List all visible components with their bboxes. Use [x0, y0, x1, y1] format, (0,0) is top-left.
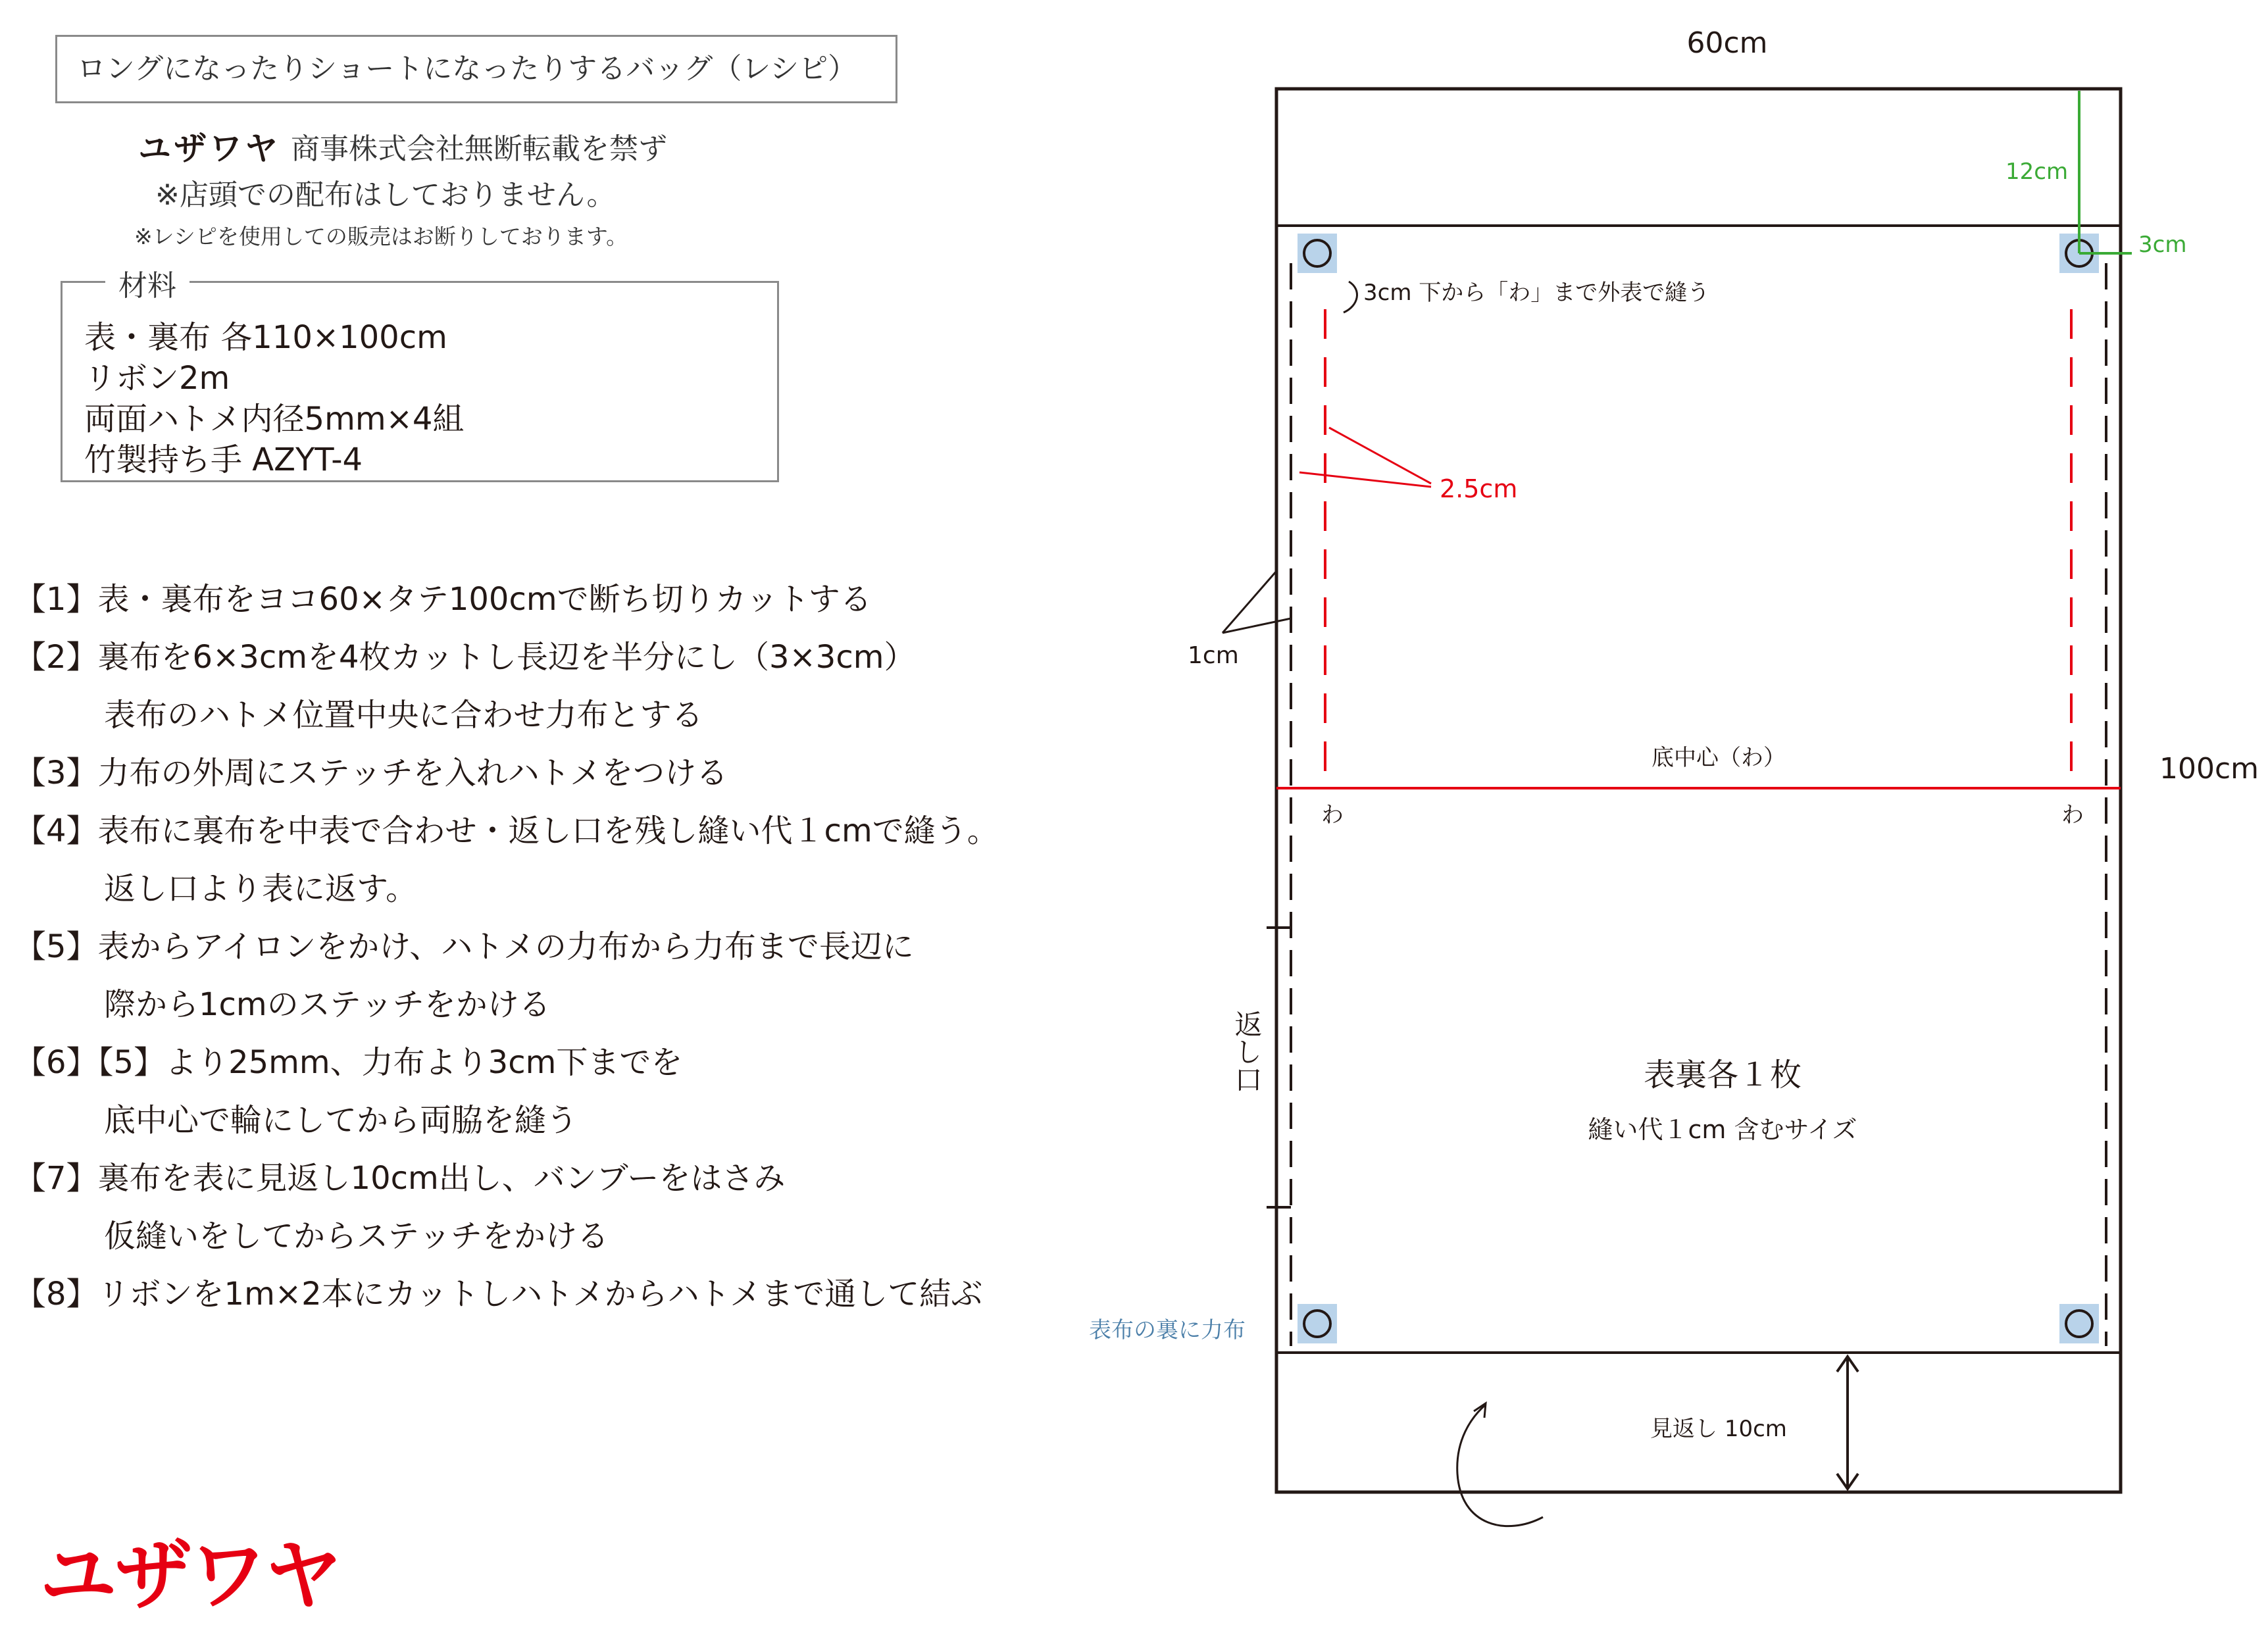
material-item: 竹製持ち手 AZYT-4	[84, 441, 363, 478]
sew-note: 3cm 下から「わ」まで外表で縫う	[1363, 280, 1710, 306]
height-label: 100cm	[2159, 752, 2259, 786]
step-1: 【1】表・裏布をヨコ60×タテ100cmで断ち切りカットする	[14, 581, 872, 618]
fold-mark-left: わ	[1321, 802, 1344, 828]
step-4-cont: 返し口より表に返す。	[104, 870, 418, 907]
fold-mark-right: わ	[2061, 802, 2084, 828]
step-8: 【8】リボンを1m×2本にカットしハトメからハトメまで通して結ぶ	[14, 1276, 983, 1312]
yuzawaya-logo: ユザワヤ	[39, 1530, 340, 1621]
allowance-label: 1cm	[1188, 642, 1239, 669]
leader-line	[1329, 428, 1431, 484]
step-7-cont: 仮縫いをしてからステッチをかける	[104, 1218, 609, 1255]
fold-arrow-icon	[1457, 1405, 1543, 1526]
brand-wordmark: ユザワヤ	[138, 130, 280, 168]
step-4: 【4】表布に裏布を中表で合わせ・返し口を残し縫い代１cmで縫う。	[14, 813, 999, 849]
side-3cm-label: 3cm	[2138, 232, 2187, 258]
main-sublabel: 縫い代１cm 含むサイズ	[1588, 1115, 1857, 1144]
materials-label: 材料	[105, 262, 189, 304]
material-item: リボン2m	[84, 360, 230, 397]
step-2: 【2】裏布を6×3cmを4枚カットし長辺を半分にし（3×3cm）	[14, 639, 916, 676]
step-2-cont: 表布のハトメ位置中央に合わせ力布とする	[104, 697, 703, 734]
step-7: 【7】裏布を表に見返し10cm出し、バンブーをはさみ	[14, 1160, 786, 1197]
seam-label: 2.5cm	[1440, 474, 1518, 503]
step-6-cont: 底中心で輪にしてから両脇を縫う	[104, 1102, 578, 1139]
step-5: 【5】表からアイロンをかけ、ハトメの力布から力布まで長辺に	[14, 928, 914, 965]
top-fold-label: 12cm	[2005, 159, 2069, 185]
curve-arrow-icon	[1344, 282, 1357, 312]
step-5-cont: 際から1cmのステッチをかける	[104, 986, 551, 1023]
facing-label: 見返し 10cm	[1650, 1416, 1787, 1442]
recipe-title: ロングになったりショートになったりするバッグ（レシピ）	[55, 35, 897, 103]
bottom-center-label: 底中心（わ）	[1651, 745, 1786, 771]
material-item: 表・裏布 各110×100cm	[84, 319, 447, 356]
material-item: 両面ハトメ内径5mm×4組	[84, 401, 465, 438]
copyright-notice: 商事株式会社無断転載を禁ず	[291, 132, 667, 166]
step-6: 【6】【5】より25mm、力布より3cm下までを	[14, 1044, 683, 1081]
width-label: 60cm	[1686, 26, 1768, 60]
main-label: 表裏各１枚	[1643, 1057, 1802, 1093]
leader-line	[1299, 472, 1431, 487]
sale-notice: ※レシピを使用しての販売はお断りしております。	[134, 224, 628, 249]
step-3: 【3】力布の外周にステッチを入れハトメをつける	[14, 755, 728, 791]
reinforcement-label: 表布の裏に力布	[1089, 1317, 1246, 1343]
store-notice: ※店頭での配布はしておりません。	[155, 178, 616, 212]
opening-label: 返し口	[1230, 1010, 1263, 1093]
